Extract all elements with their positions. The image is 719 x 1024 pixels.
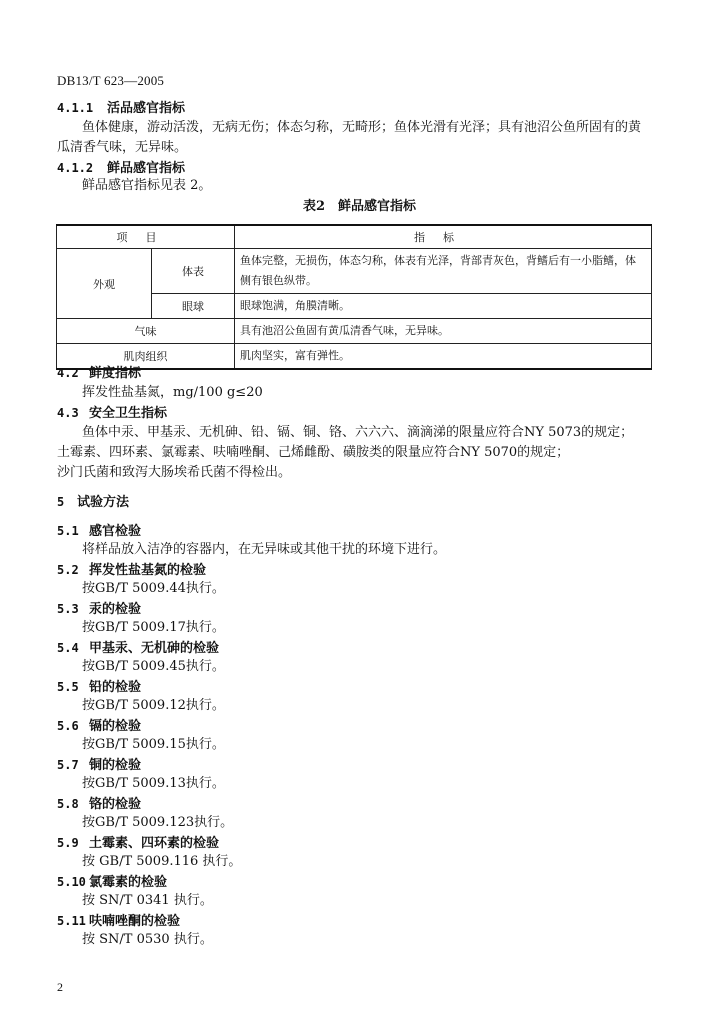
- section-5-6-heading: [57, 717, 141, 736]
- paragraph-4-3-line2: 土霉素、四环素、氯霉素、呋喃唑酮、己烯雌酚、磺胺类的限量应符合NY 5070的规定；: [57, 445, 570, 460]
- section-number: 4.2: [57, 366, 79, 380]
- paragraph-5-8: 按GB/T 5009.123执行。: [82, 815, 234, 830]
- section-4-1-2-heading: [57, 159, 185, 178]
- cell-odor: 气味: [57, 319, 235, 344]
- section-title: 镉的检验: [89, 719, 142, 734]
- section-5-3-heading: [57, 600, 141, 619]
- paragraph-5-4: 按GB/T 5009.45执行。: [82, 659, 225, 674]
- header-index: 指标: [235, 225, 652, 249]
- section-number: 5.7: [57, 758, 79, 772]
- section-5-7-heading: [57, 756, 141, 775]
- section-5-11-heading: [57, 912, 180, 931]
- cell-eyeball-value: 眼球饱满，角膜清晰。: [235, 294, 652, 319]
- section-title: 挥发性盐基氮的检验: [89, 563, 207, 578]
- cell-odor-value: 具有池沼公鱼固有黄瓜清香气味，无异味。: [235, 319, 652, 344]
- paragraph-5-2: 按GB/T 5009.44执行。: [82, 581, 225, 596]
- section-4-2-heading: [57, 364, 141, 383]
- section-title: 安全卫生指标: [89, 406, 168, 421]
- section-number: 4.1.2: [57, 161, 94, 175]
- cell-body-surface-value: 鱼体完整，无损伤，体态匀称，体表有光泽，背部青灰色，背鳍后有一小脂鳍，体侧有银色纵带。: [235, 249, 652, 294]
- paragraph-4-3-line3: 沙门氏菌和致泻大肠埃希氏菌不得检出。: [57, 465, 292, 480]
- cell-eyeball: 眼球: [152, 294, 235, 319]
- section-number: 5: [57, 495, 65, 509]
- paragraph-4-2: 挥发性盐基氮，mg/100 g≤20: [82, 385, 263, 400]
- section-title: 活品感官指标: [107, 101, 186, 116]
- table-row: [57, 344, 652, 370]
- paragraph-5-11: 按 SN/T 0530 执行。: [82, 932, 213, 947]
- section-number: 5.5: [57, 680, 79, 694]
- sensory-index-table: [56, 224, 652, 370]
- section-title: 呋喃唑酮的检验: [89, 914, 181, 929]
- paragraph-5-7: 按GB/T 5009.13执行。: [82, 776, 225, 791]
- section-title: 铬的检验: [89, 797, 142, 812]
- section-number: 5.9: [57, 836, 79, 850]
- section-number: 5.4: [57, 641, 79, 655]
- section-5-8-heading: [57, 795, 141, 814]
- page-number: 2: [57, 980, 63, 994]
- paragraph-5-6: 按GB/T 5009.15执行。: [82, 737, 225, 752]
- cell-muscle-value: 肌肉坚实，富有弹性。: [235, 344, 652, 370]
- section-5-heading: [57, 493, 129, 512]
- section-number: 5.3: [57, 602, 79, 616]
- section-4-1-1-heading: [57, 99, 185, 118]
- section-5-5-heading: [57, 678, 141, 697]
- section-number: 4.1.1: [57, 101, 94, 115]
- header-item: 项目: [57, 225, 235, 249]
- section-title: 铜的检验: [89, 758, 142, 773]
- section-5-2-heading: [57, 561, 206, 580]
- paragraph-5-5: 按GB/T 5009.12执行。: [82, 698, 225, 713]
- section-number: 5.2: [57, 563, 79, 577]
- section-number: 5.11: [57, 914, 86, 928]
- section-title: 鲜度指标: [89, 366, 142, 381]
- section-title: 氯霉素的检验: [89, 875, 168, 890]
- table-row: [57, 249, 652, 294]
- cell-body-surface: 体表: [152, 249, 235, 294]
- section-5-4-heading: [57, 639, 219, 658]
- section-title: 鲜品感官指标: [107, 161, 186, 176]
- paragraph-4-1-1-line2: 瓜清香气味，无异味。: [57, 140, 188, 155]
- section-title: 试验方法: [77, 495, 130, 510]
- section-title: 铅的检验: [89, 680, 142, 695]
- paragraph-5-1: 将样品放入洁净的容器内，在无异味或其他干扰的环境下进行。: [82, 542, 447, 557]
- paragraph-5-10: 按 SN/T 0341 执行。: [82, 893, 213, 908]
- section-5-10-heading: [57, 873, 167, 892]
- section-number: 5.10: [57, 875, 86, 889]
- paragraph-5-9: 按 GB/T 5009.116 执行。: [82, 854, 242, 869]
- section-title: 感官检验: [89, 524, 142, 539]
- table-title: 表2 鲜品感官指标: [302, 199, 417, 214]
- table-header-row: [57, 225, 652, 249]
- section-number: 5.6: [57, 719, 79, 733]
- table-row: [57, 319, 652, 344]
- paragraph-4-1-1-line1: 鱼体健康，游动活泼，无病无伤；体态匀称，无畸形；鱼体光滑有光泽；具有池沼公鱼所固有的黄: [82, 120, 642, 135]
- cell-muscle: 肌肉组织: [57, 344, 235, 370]
- section-number: 5.1: [57, 524, 79, 538]
- section-5-1-heading: [57, 522, 141, 541]
- paragraph-4-1-2: 鲜品感官指标见表 2。: [82, 178, 212, 193]
- section-number: 5.8: [57, 797, 79, 811]
- paragraph-5-3: 按GB/T 5009.17执行。: [82, 620, 225, 635]
- document-header: DB13/T 623—2005: [57, 73, 165, 88]
- section-title: 甲基汞、无机砷的检验: [89, 641, 220, 656]
- section-4-3-heading: [57, 404, 167, 423]
- section-number: 4.3: [57, 406, 79, 420]
- section-5-9-heading: [57, 834, 219, 853]
- cell-appearance: 外观: [57, 249, 152, 319]
- paragraph-4-3-line1: 鱼体中汞、甲基汞、无机砷、铅、镉、铜、铬、六六六、滴滴涕的限量应符合NY 5073的规定；: [82, 425, 634, 440]
- section-title: 汞的检验: [89, 602, 142, 617]
- section-title: 土霉素、四环素的检验: [89, 836, 220, 851]
